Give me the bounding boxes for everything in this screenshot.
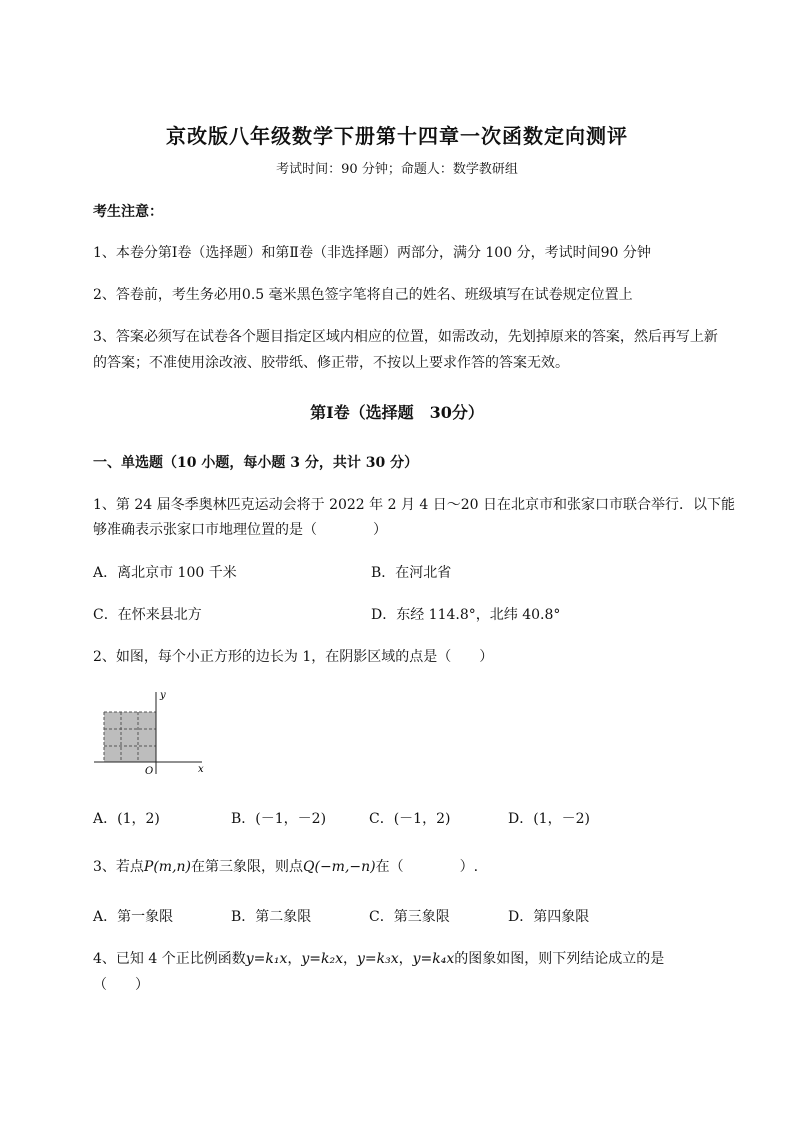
- q4-func-3: y=k₃x: [357, 951, 399, 967]
- notice-item-3: 3、答案必须写在试卷各个题目指定区域内相应的位置，如需改动，先划掉原来的答案，然后再写上新: [93, 329, 718, 345]
- q1-option-b: B．在河北省: [371, 565, 452, 581]
- y-axis-label: y: [160, 690, 166, 701]
- q3-stem-mid: 在第三象限，则点: [191, 859, 304, 875]
- q4-func-2: y=k₂x: [301, 951, 343, 967]
- q4-stem-post: 的图象如图，则下列结论成立的是: [454, 951, 665, 967]
- q2-option-c: C．(－1，2): [369, 811, 451, 827]
- q4-stem-line2: （ ）: [93, 977, 149, 993]
- q1-option-d: D．东经 114.8°，北纬 40.8°: [371, 607, 561, 623]
- q3-point-p: P(m,n): [143, 859, 192, 875]
- notice-heading: 考生注意：: [93, 204, 163, 220]
- q3-option-b: B．第二象限: [231, 909, 312, 925]
- q4-func-4: y=k₄x: [412, 951, 455, 967]
- notice-item-1: 1、本卷分第Ⅰ卷（选择题）和第Ⅱ卷（非选择题）两部分，满分 100 分，考试时间90 分钟: [93, 245, 651, 261]
- shaded-region: [104, 712, 156, 762]
- part-heading: 一、单选题（10 小题，每小题 3 分，共计 30 分）: [93, 455, 419, 471]
- q3-stem-post: 在（ ）.: [375, 859, 479, 875]
- q1-stem-line2: 够准确表示张家口市地理位置的是（ ）: [93, 522, 387, 538]
- notice-item-3-cont: 的答案；不准使用涂改液、胶带纸、修正带，不按以上要求作答的答案无效。: [93, 355, 569, 371]
- exam-info: 考试时间：90 分钟；命题人：数学教研组: [276, 162, 518, 177]
- q2-option-d: D．(1，－2): [508, 811, 590, 827]
- x-axis-label: x: [198, 764, 204, 775]
- q4-sep-1: ，: [287, 951, 302, 967]
- page-title: 京改版八年级数学下册第十四章一次函数定向测评: [166, 124, 628, 148]
- q4-sep-2: ，: [343, 951, 357, 967]
- q1-option-a: A．离北京市 100 千米: [93, 565, 237, 581]
- q3-stem: [93, 856, 478, 876]
- q3-stem-pre: 3、若点: [93, 859, 144, 875]
- notice-item-2: 2、答卷前，考生务必用0.5 毫米黑色签字笔将自己的姓名、班级填写在试卷规定位置上: [93, 287, 633, 303]
- origin-label: O: [145, 766, 154, 777]
- q2-option-b: B．(－1，－2): [231, 811, 327, 827]
- q4-func-1: y=k₁x: [245, 951, 288, 967]
- q1-stem-line1: 1、第 24 届冬季奥林匹克运动会将于 2022 年 2 月 4 日～20 日在北京市和张家口市联合举行．以下能: [93, 497, 736, 513]
- q4-stem: [93, 948, 664, 968]
- q3-option-c: C．第三象限: [369, 909, 450, 925]
- q1-option-c: C．在怀来县北方: [93, 607, 202, 623]
- q2-stem: 2、如图，每个小正方形的边长为 1，在阴影区域的点是（ ）: [93, 649, 494, 665]
- section-title: 第Ⅰ卷（选择题 30分）: [310, 403, 484, 422]
- q3-point-q: Q(−m,−n): [303, 859, 376, 875]
- q4-stem-pre: 4、已知 4 个正比例函数: [93, 951, 246, 967]
- q2-option-a: A．(1，2): [93, 811, 160, 827]
- q3-option-d: D．第四象限: [508, 909, 590, 925]
- q4-sep-3: ，: [398, 951, 413, 967]
- q3-option-a: A．第一象限: [93, 909, 174, 925]
- q2-grid-figure: [90, 688, 210, 778]
